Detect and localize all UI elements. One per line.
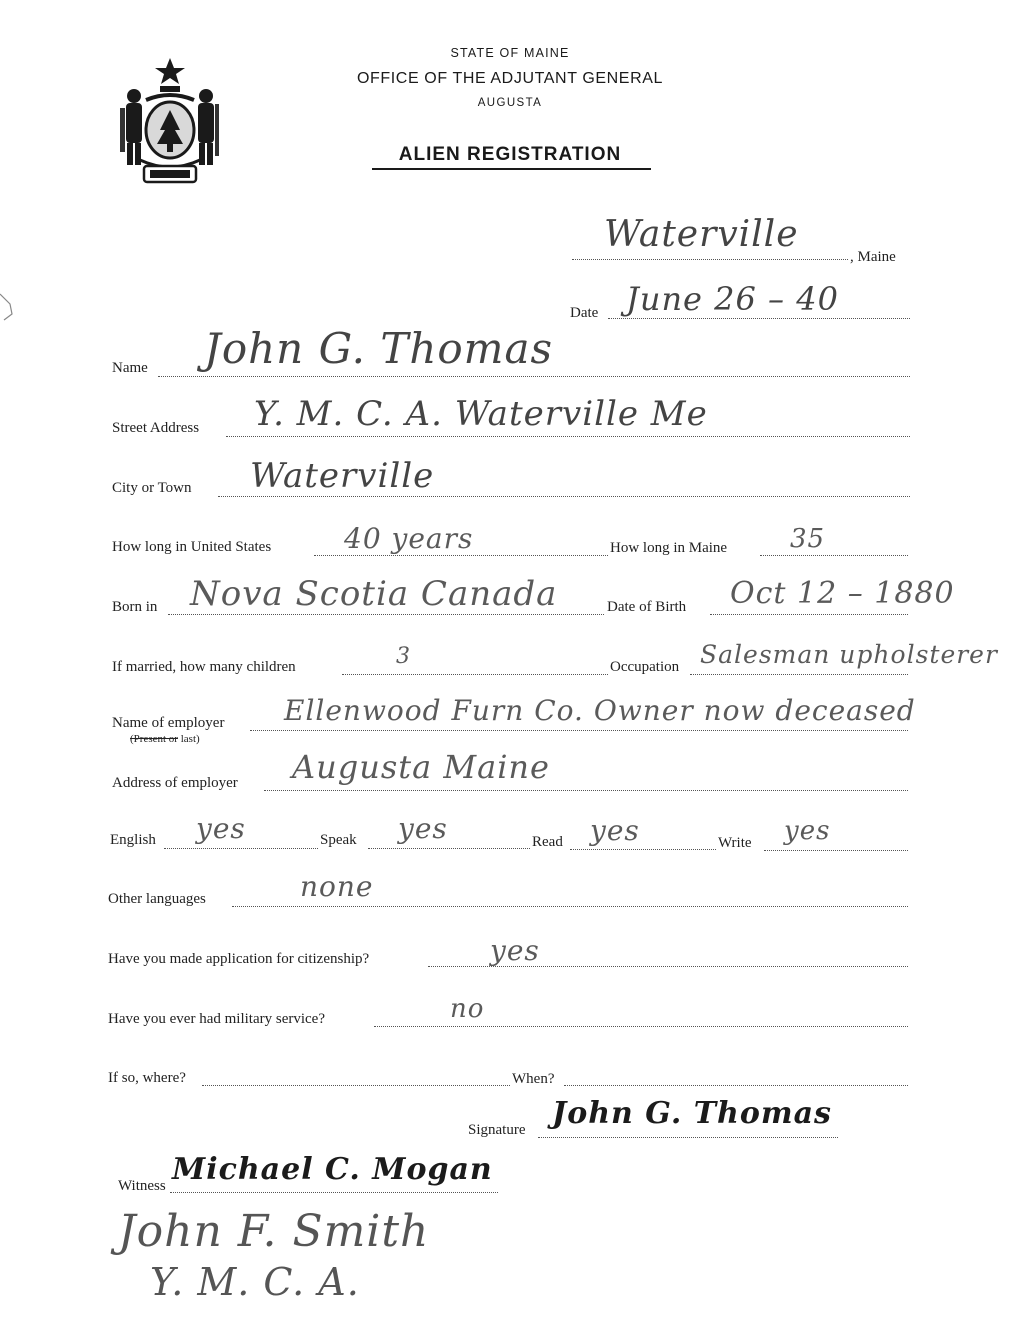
born-in-label: Born in [112, 599, 158, 615]
write-line [764, 850, 908, 851]
town-value: Waterville [604, 214, 799, 255]
street-label: Street Address [112, 420, 200, 436]
speak-label: Speak [320, 832, 357, 848]
dob-value: Oct 12 – 1880 [730, 576, 955, 611]
employer-address-line [264, 790, 908, 791]
military-value: no [450, 994, 485, 1024]
employer-note [130, 733, 200, 745]
employer-address-label: Address of employer [112, 775, 238, 791]
signature-line [538, 1137, 838, 1138]
born-in-line [168, 614, 604, 615]
dob-line [710, 614, 908, 615]
citizenship-label: Have you made application for citizenship? [108, 951, 370, 967]
how-long-us-value: 40 years [344, 522, 474, 555]
military-line [374, 1026, 908, 1027]
children-line [342, 674, 608, 675]
extra-name-value: John F. Smith [118, 1206, 430, 1257]
witness-value: Michael C. Mogan [172, 1152, 493, 1187]
other-languages-line [232, 906, 908, 907]
citizenship-value: yes [490, 934, 540, 967]
state-heading: STATE OF MAINE [450, 46, 570, 60]
title-underline [372, 168, 651, 170]
date-line [608, 318, 910, 319]
when-line [564, 1085, 908, 1086]
write-label: Write [718, 835, 752, 851]
employer-address-value: Augusta Maine [292, 748, 550, 786]
city-label: City or Town [112, 480, 192, 496]
maine-state-seal-icon [114, 56, 226, 186]
how-long-maine-value: 35 [790, 524, 826, 554]
read-line [570, 849, 716, 850]
speak-value: yes [398, 812, 448, 845]
how-long-maine-label: How long in Maine [610, 540, 728, 556]
street-value: Y. M. C. A. Waterville Me [254, 394, 708, 434]
employer-note-last: last) [177, 733, 200, 745]
children-label: If married, how many children [112, 659, 296, 675]
employer-line [250, 730, 908, 731]
maine-label: , Maine [850, 249, 896, 265]
if-so-where-line [202, 1085, 510, 1086]
town-line [572, 259, 848, 260]
dob-label: Date of Birth [607, 599, 687, 615]
date-value: June 26 – 40 [626, 280, 839, 318]
when-label: When? [512, 1071, 555, 1087]
city-line [218, 496, 910, 497]
military-label: Have you ever had military service? [108, 1011, 325, 1027]
name-value: John G. Thomas [204, 324, 554, 373]
english-value: yes [196, 812, 246, 845]
english-label: English [110, 832, 156, 848]
read-value: yes [590, 814, 640, 847]
if-so-where-label: If so, where? [108, 1070, 186, 1086]
other-languages-value: none [300, 870, 374, 903]
read-label: Read [532, 834, 563, 850]
scan-edge-mark [0, 290, 14, 330]
children-value: 3 [396, 644, 411, 669]
city-value: Waterville [250, 456, 435, 496]
born-in-value: Nova Scotia Canada [190, 574, 558, 614]
name-label: Name [112, 360, 148, 376]
occupation-label: Occupation [610, 659, 680, 675]
witness-label: Witness [118, 1178, 166, 1194]
date-label: Date [570, 305, 599, 321]
how-long-maine-line [760, 555, 908, 556]
form-title: ALIEN REGISTRATION [398, 144, 622, 165]
english-line [164, 848, 318, 849]
signature-value: John G. Thomas [552, 1096, 832, 1131]
street-line [226, 436, 910, 437]
how-long-us-line [314, 555, 608, 556]
other-languages-label: Other languages [108, 891, 206, 907]
occupation-value: Salesman upholsterer [700, 640, 998, 669]
name-line [158, 376, 910, 377]
occupation-line [690, 674, 908, 675]
witness-line [170, 1192, 498, 1193]
speak-line [368, 848, 530, 849]
signature-label: Signature [468, 1122, 526, 1138]
employer-note-struck: (Present or [130, 733, 178, 745]
how-long-us-label: How long in United States [112, 539, 272, 555]
employer-label: Name of employer [112, 715, 225, 731]
employer-value: Ellenwood Furn Co. Owner now deceased [284, 694, 916, 727]
extra-org-value: Y. M. C. A. [150, 1260, 360, 1304]
write-value: yes [784, 816, 831, 846]
city-heading: AUGUSTA [477, 97, 543, 109]
office-heading: OFFICE OF THE ADJUTANT GENERAL [356, 70, 664, 87]
